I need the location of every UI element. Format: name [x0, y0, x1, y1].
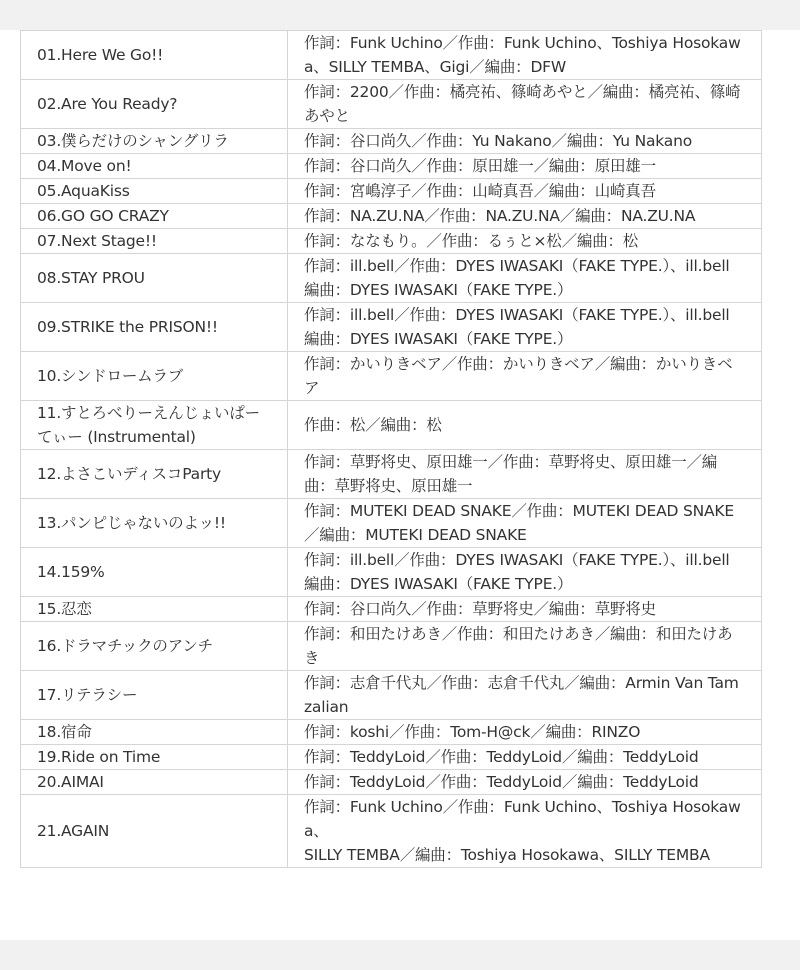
track-row — [21, 745, 762, 770]
track-row — [21, 179, 762, 204]
track-row — [21, 671, 762, 720]
content-area — [0, 30, 800, 940]
track-row — [21, 254, 762, 303]
track-title: 14.159% — [37, 563, 105, 581]
track-title-cell — [21, 597, 288, 622]
track-credit: 作詞：ill.bell／作曲：DYES IWASAKI（FAKE TYPE.）、ill.bell — [304, 257, 730, 275]
track-row — [21, 499, 762, 548]
track-credit: 作詞：ill.bell／作曲：DYES IWASAKI（FAKE TYPE.）、ill.bell — [304, 551, 730, 569]
track-row — [21, 229, 762, 254]
track-credit: 作詞：和田たけあき／作曲：和田たけあき／編曲：和田たけあき — [304, 625, 733, 667]
track-credit: 作詞：TeddyLoid／作曲：TeddyLoid／編曲：TeddyLoid — [304, 773, 699, 791]
track-row — [21, 204, 762, 229]
track-row — [21, 154, 762, 179]
track-credit-cell — [288, 129, 762, 154]
track-row — [21, 548, 762, 597]
track-credit: 編曲：DYES IWASAKI（FAKE TYPE.） — [304, 575, 573, 593]
track-title-cell — [21, 254, 288, 303]
track-row — [21, 401, 762, 450]
track-credit: 作詞：草野将史、原田雄一／作曲：草野将史、原田雄一／編曲：草野将史、原田雄一 — [304, 453, 718, 495]
track-credit: 作詞：Funk Uchino／作曲：Funk Uchino、Toshiya Hosokawa、SILLY TEMBA、Gigi／編曲：DFW — [304, 34, 741, 76]
track-list-body — [21, 31, 762, 868]
track-credit: 作詞：ill.bell／作曲：DYES IWASAKI（FAKE TYPE.）、ill.bell — [304, 306, 730, 324]
track-row — [21, 80, 762, 129]
track-credit: 作詞：谷口尚久／作曲：原田雄一／編曲：原田雄一 — [304, 157, 656, 175]
track-credit: 作詞：志倉千代丸／作曲：志倉千代丸／編曲：Armin Van Tamzalian — [304, 674, 739, 716]
track-row — [21, 450, 762, 499]
top-background-strip — [0, 0, 800, 30]
track-title: 03.僕らだけのシャングリラ — [37, 132, 229, 150]
track-credit-cell — [288, 622, 762, 671]
bottom-background-strip — [0, 940, 800, 970]
track-title-cell — [21, 229, 288, 254]
track-row — [21, 31, 762, 80]
track-credit: 作詞：谷口尚久／作曲：草野将史／編曲：草野将史 — [304, 600, 656, 618]
track-credit-cell — [288, 745, 762, 770]
track-credit-cell — [288, 795, 762, 868]
track-row — [21, 303, 762, 352]
track-row — [21, 597, 762, 622]
track-row — [21, 770, 762, 795]
track-credit: 作詞：Funk Uchino／作曲：Funk Uchino、Toshiya Hosokawa、 — [304, 798, 741, 840]
track-title: 20.AIMAI — [37, 773, 104, 791]
track-credit: 作曲：松／編曲：松 — [304, 416, 442, 434]
track-title: 09.STRIKE the PRISON!! — [37, 318, 218, 336]
track-title: 08.STAY PROU — [37, 269, 145, 287]
track-credit-cell — [288, 352, 762, 401]
track-title: 19.Ride on Time — [37, 748, 161, 766]
track-title: 10.シンドロームラブ — [37, 367, 184, 385]
track-title-cell — [21, 745, 288, 770]
track-credit-cell — [288, 254, 762, 303]
track-credit: 作詞：かいりきベア／作曲：かいりきベア／編曲：かいりきベア — [304, 355, 733, 397]
track-title: 04.Move on! — [37, 157, 132, 175]
track-credit: 作詞：TeddyLoid／作曲：TeddyLoid／編曲：TeddyLoid — [304, 748, 699, 766]
track-title-cell — [21, 31, 288, 80]
track-credit: 作詞：koshi／作曲：Tom-H@ck／編曲：RINZO — [304, 723, 641, 741]
track-credit-cell — [288, 597, 762, 622]
track-title: 07.Next Stage!! — [37, 232, 157, 250]
track-credit-cell — [288, 154, 762, 179]
track-title-cell — [21, 303, 288, 352]
track-credit: 作詞：ななもり。／作曲：るぅと×松／編曲：松 — [304, 232, 639, 250]
track-credit: 編曲：DYES IWASAKI（FAKE TYPE.） — [304, 330, 573, 348]
track-title-cell — [21, 499, 288, 548]
track-row — [21, 720, 762, 745]
track-title: 05.AquaKiss — [37, 182, 130, 200]
track-title: 15.忍恋 — [37, 600, 92, 618]
track-title: 13.パンピじゃないのよッ!! — [37, 514, 226, 532]
track-credit-cell — [288, 80, 762, 129]
track-title: 01.Here We Go!! — [37, 46, 164, 64]
track-credit-cell — [288, 31, 762, 80]
track-row — [21, 129, 762, 154]
track-title: 16.ドラマチックのアンチ — [37, 637, 213, 655]
track-credit-cell — [288, 401, 762, 450]
track-title-cell — [21, 80, 288, 129]
track-title-cell — [21, 671, 288, 720]
track-credit-cell — [288, 179, 762, 204]
track-title-cell — [21, 154, 288, 179]
track-title-cell — [21, 450, 288, 499]
track-title: 12.よさこいディスコParty — [37, 465, 221, 483]
track-credit-cell — [288, 303, 762, 352]
track-title-cell — [21, 352, 288, 401]
track-title: 11.すとろべりーえんじょいぱーてぃー (Instrumental) — [37, 404, 260, 446]
track-credit-cell — [288, 770, 762, 795]
track-title-cell — [21, 129, 288, 154]
track-title-cell — [21, 548, 288, 597]
track-credit-cell — [288, 204, 762, 229]
track-row — [21, 795, 762, 868]
track-credit-cell — [288, 499, 762, 548]
track-credit: 作詞：2200／作曲：橘亮祐、篠崎あやと／編曲：橘亮祐、篠崎あやと — [304, 83, 741, 125]
track-title-cell — [21, 770, 288, 795]
track-credit: SILLY TEMBA／編曲：Toshiya Hosokawa、SILLY TEMBA — [304, 846, 710, 864]
track-title-cell — [21, 401, 288, 450]
track-row — [21, 622, 762, 671]
track-title: 06.GO GO CRAZY — [37, 207, 169, 225]
track-credit-cell — [288, 450, 762, 499]
track-title-cell — [21, 622, 288, 671]
track-list-table — [20, 30, 762, 868]
track-credit: 作詞：MUTEKI DEAD SNAKE／作曲：MUTEKI DEAD SNAKE／編曲：MUTEKI DEAD SNAKE — [304, 502, 734, 544]
track-title: 17.リテラシー — [37, 686, 138, 704]
track-row — [21, 352, 762, 401]
track-credit: 作詞：NA.ZU.NA／作曲：NA.ZU.NA／編曲：NA.ZU.NA — [304, 207, 696, 225]
track-credit-cell — [288, 548, 762, 597]
track-title: 21.AGAIN — [37, 822, 110, 840]
track-credit: 編曲：DYES IWASAKI（FAKE TYPE.） — [304, 281, 573, 299]
track-credit-cell — [288, 229, 762, 254]
track-credit: 作詞：宮嶋淳子／作曲：山崎真吾／編曲：山崎真吾 — [304, 182, 656, 200]
track-title-cell — [21, 179, 288, 204]
track-credit: 作詞：谷口尚久／作曲：Yu Nakano／編曲：Yu Nakano — [304, 132, 692, 150]
track-credit-cell — [288, 720, 762, 745]
track-title: 18.宿命 — [37, 723, 92, 741]
track-title-cell — [21, 720, 288, 745]
track-title-cell — [21, 795, 288, 868]
track-credit-cell — [288, 671, 762, 720]
track-title: 02.Are You Ready? — [37, 95, 178, 113]
track-title-cell — [21, 204, 288, 229]
